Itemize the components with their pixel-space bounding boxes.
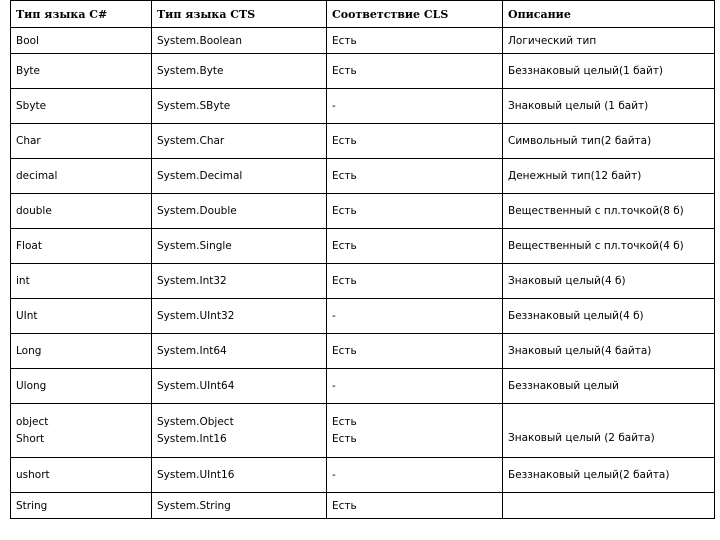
csharp-type-cell: decimal: [11, 159, 152, 194]
table-row: [11, 264, 715, 299]
table-row: [11, 194, 715, 229]
description-cell: Вещественный с пл.точкой(8 б): [503, 194, 715, 229]
csharp-type-cell: int: [11, 264, 152, 299]
description-cell: Знаковый целый (2 байта): [503, 404, 715, 458]
cls-compliance-object: Есть: [332, 415, 357, 428]
cts-type-cell: System.Int64: [152, 334, 327, 369]
table-row: [11, 54, 715, 89]
cls-compliance-cell: Есть: [327, 194, 503, 229]
table-row: [11, 124, 715, 159]
csharp-type-cell: Ulong: [11, 369, 152, 404]
description-cell: Вещественный с пл.точкой(4 б): [503, 229, 715, 264]
cls-compliance-cell: -: [327, 299, 503, 334]
description-cell: Беззнаковый целый(1 байт): [503, 54, 715, 89]
cts-type-cell: [152, 404, 327, 458]
csharp-type-cell: [11, 404, 152, 458]
cls-compliance-cell: -: [327, 89, 503, 124]
table-row: [11, 159, 715, 194]
cts-type-cell: System.Single: [152, 229, 327, 264]
cts-type-cell: System.Char: [152, 124, 327, 159]
csharp-type-short: Short: [16, 432, 45, 445]
csharp-type-object: object: [16, 415, 49, 428]
description-cell: Символьный тип(2 байта): [503, 124, 715, 159]
description-cell: [503, 493, 715, 519]
csharp-type-cell: Byte: [11, 54, 152, 89]
table-row: [11, 28, 715, 54]
description-cell: Денежный тип(12 байт): [503, 159, 715, 194]
cts-type-cell: System.UInt16: [152, 458, 327, 493]
csharp-type-cell: Sbyte: [11, 89, 152, 124]
cls-compliance-short: Есть: [332, 432, 357, 445]
cts-type-cell: System.String: [152, 493, 327, 519]
cls-compliance-cell: Есть: [327, 334, 503, 369]
table-row: [11, 493, 715, 519]
cls-compliance-cell: [327, 404, 503, 458]
cls-compliance-cell: Есть: [327, 264, 503, 299]
cts-type-cell: System.Double: [152, 194, 327, 229]
csharp-type-cell: ushort: [11, 458, 152, 493]
table-row: [11, 458, 715, 493]
cts-type-cell: System.Int32: [152, 264, 327, 299]
cts-type-cell: System.UInt32: [152, 299, 327, 334]
csharp-type-cell: Bool: [11, 28, 152, 54]
description-cell: Знаковый целый(4 б): [503, 264, 715, 299]
description-cell: Знаковый целый(4 байта): [503, 334, 715, 369]
csharp-type-cell: Float: [11, 229, 152, 264]
description-cell: Беззнаковый целый: [503, 369, 715, 404]
cls-compliance-cell: -: [327, 458, 503, 493]
table-row: [11, 89, 715, 124]
cls-compliance-cell: Есть: [327, 159, 503, 194]
table-row: [11, 369, 715, 404]
cts-type-cell: System.SByte: [152, 89, 327, 124]
description-cell: Логический тип: [503, 28, 715, 54]
table-row: [11, 334, 715, 369]
header-description: Описание: [503, 1, 715, 28]
header-csharp-type: Тип языка C#: [11, 1, 152, 28]
csharp-type-cell: UInt: [11, 299, 152, 334]
cts-type-cell: System.Byte: [152, 54, 327, 89]
cls-compliance-cell: Есть: [327, 54, 503, 89]
description-cell: Беззнаковый целый(4 б): [503, 299, 715, 334]
csharp-type-cell: Char: [11, 124, 152, 159]
description-cell: Беззнаковый целый(2 байта): [503, 458, 715, 493]
csharp-types-table: [10, 0, 715, 519]
cts-type-object: System.Object: [157, 415, 234, 428]
csharp-type-cell: double: [11, 194, 152, 229]
cts-type-cell: System.Boolean: [152, 28, 327, 54]
cls-compliance-cell: -: [327, 369, 503, 404]
cts-type-int16: System.Int16: [157, 432, 227, 445]
cts-type-cell: System.Decimal: [152, 159, 327, 194]
header-cts-type: Тип языка CTS: [152, 1, 327, 28]
header-row: [11, 1, 715, 28]
csharp-type-cell: String: [11, 493, 152, 519]
description-cell: Знаковый целый (1 байт): [503, 89, 715, 124]
cls-compliance-cell: Есть: [327, 124, 503, 159]
cls-compliance-cell: Есть: [327, 229, 503, 264]
table-row: [11, 229, 715, 264]
table-row-merged: [11, 404, 715, 458]
cls-compliance-cell: Есть: [327, 28, 503, 54]
table-row: [11, 299, 715, 334]
header-cls-compliance: Соответствие CLS: [327, 1, 503, 28]
cts-type-cell: System.UInt64: [152, 369, 327, 404]
cls-compliance-cell: Есть: [327, 493, 503, 519]
csharp-type-cell: Long: [11, 334, 152, 369]
